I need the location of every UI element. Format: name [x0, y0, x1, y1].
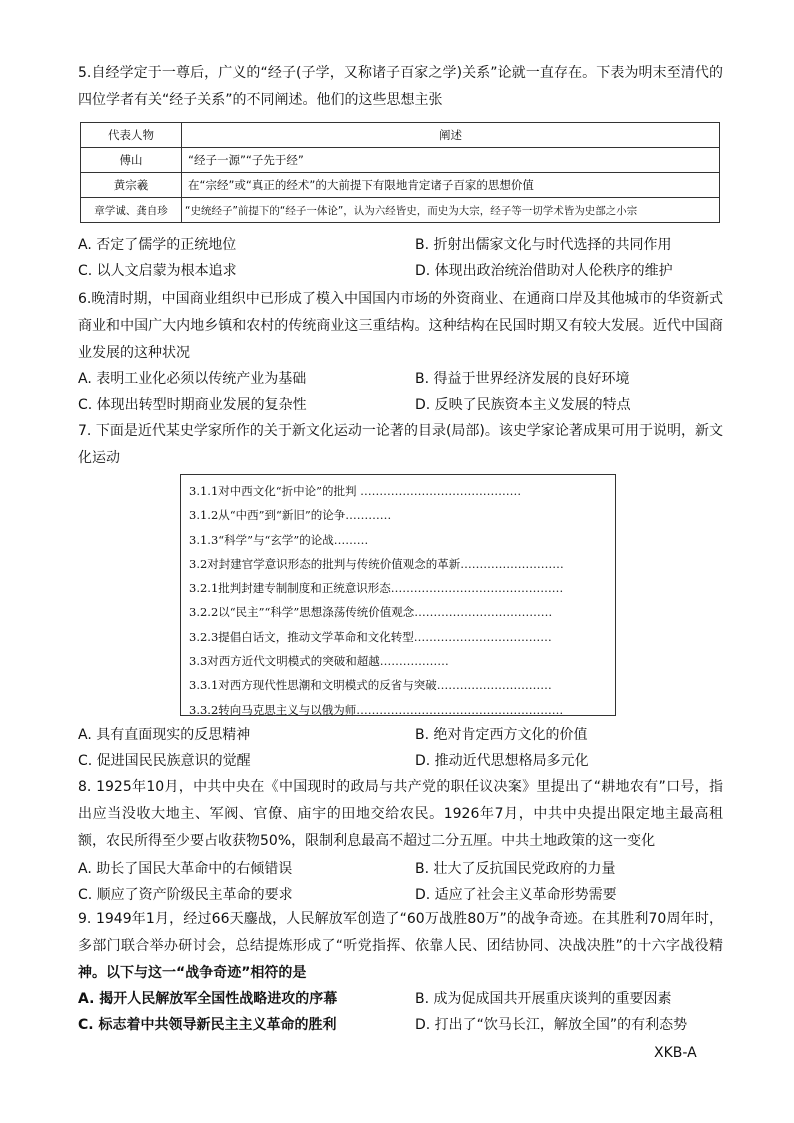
table-header: 代表人物 — [81, 123, 182, 148]
option-c[interactable]: C. 标志着中共领导新民主主义革命的胜利 — [78, 1017, 337, 1033]
option-c[interactable]: C. 顺应了资产阶级民主革命的要求 — [78, 887, 293, 903]
option-a[interactable]: A. 具有直面现实的反思精神 — [78, 727, 251, 743]
toc-line: 3.1.2从“中西”到“新旧”的论争………… — [189, 508, 392, 523]
toc-line: 3.2对封建官学意识形态的批判与传统价值观念的革新……………………… — [189, 556, 564, 571]
q5-stem: 5.自经学定于一尊后，广义的“经子(子学，又称诸子百家之学)关系”论就一直存在。下表为明末至清代的四位学者有关“经子关系”的不同阐述。他们的这些思想主张 — [78, 65, 723, 108]
table-row — [81, 198, 720, 223]
table-cell: “史统经子”前提下的“经子一体论”，认为六经皆史，而史为大宗，经子等一切学术皆为史部之小宗 — [182, 198, 720, 223]
q6-stem: 6.晚清时期，中国商业组织中已形成了模入中国国内市场的外资商业、在通商口岸及其他城市的华资新式商业和中国广大内地乡镇和农村的传统商业这三重结构。这种结构在民国时期又有较大发展。近代中国商业发展的这种状况 — [78, 291, 723, 361]
option-a[interactable]: A. 揭开人民解放军全国性战略进攻的序幕 — [78, 991, 338, 1007]
toc-line: 3.1.3“科学”与“玄学”的论战……… — [189, 532, 369, 547]
page-code: XKB-A — [654, 1045, 697, 1061]
q9-stem-bold: 神。以下与这一“战争奇迹”相符的是 — [78, 965, 307, 981]
table-cell: 在“宗经”或“真正的经术”的大前提下有限地肯定诸子百家的思想价值 — [182, 173, 720, 198]
table-cell: 章学诚、龚自珍 — [81, 198, 182, 223]
toc-line: 3.2.1批判封建专制制度和正统意识形态……………………………………… — [189, 581, 564, 596]
option-c[interactable]: C. 以人文启蒙为根本追求 — [78, 263, 237, 279]
option-b[interactable]: B. 成为促成国共开展重庆谈判的重要因素 — [415, 991, 672, 1007]
table-cell: “经子一源”“子先于经” — [182, 148, 720, 173]
toc-line: 3.1.1对中西文化“折中论”的批判 …………………………………… — [189, 484, 522, 498]
option-b[interactable]: B. 壮大了反抗国民党政府的力量 — [415, 861, 616, 877]
q8-options — [78, 856, 723, 908]
q8-stem: 8. 1925年10月，中共中央在《中国现时的政局与共产党的职任议决案》里提出了“耕地农有”口号，指出应当没收大地主、军阀、官僚、庙宇的田地交给农民。1926年7月，中共中央提出限定地主最高租额，农民所得至少要占收获物50%，限制利息最高不超过二分五厘。中共土地政策的这一变化 — [78, 779, 723, 849]
toc-line: 3.2.3提倡白话文，推动文学革命和文化转型……………………………… — [189, 629, 552, 644]
option-a[interactable]: A. 否定了儒学的正统地位 — [78, 237, 237, 253]
toc-line: 3.3.2转向马克思主义与以俄为师……………………………………………… — [189, 702, 564, 717]
toc-line: 3.2.2以“民主”“科学”思想涤荡传统价值观念……………………………… — [189, 605, 553, 620]
option-c[interactable]: C. 体现出转型时期商业发展的复杂性 — [78, 397, 307, 413]
table-cell: 傅山 — [81, 148, 182, 173]
q5-table — [80, 122, 720, 223]
q9-options — [78, 986, 723, 1038]
option-d[interactable]: D. 打出了“饮马长江，解放全国”的有利态势 — [415, 1017, 688, 1033]
q6-options — [78, 366, 723, 418]
option-b[interactable]: B. 得益于世界经济发展的良好环境 — [415, 371, 630, 387]
q9-stem-text: 9. 1949年1月，经过66天鏖战，人民解放军创造了“60万战胜80万”的战争奇迹。在其胜利70周年时，多部门联合举办研讨会，总结提炼形成了“听党指挥、依靠人民、团结协同、决战决胜”的十六字战役精 — [78, 911, 723, 954]
table-cell: 黄宗羲 — [81, 173, 182, 198]
table-header: 阐述 — [182, 123, 720, 148]
table-row — [81, 173, 720, 198]
option-d[interactable]: D. 适应了社会主义革命形势需要 — [415, 887, 617, 903]
option-c[interactable]: C. 促进国民民族意识的觉醒 — [78, 753, 251, 769]
option-a[interactable]: A. 表明工业化必须以传统产业为基础 — [78, 371, 307, 387]
option-b[interactable]: B. 折射出儒家文化与时代选择的共同作用 — [415, 237, 672, 253]
option-d[interactable]: D. 体现出政治统治借助对人伦秩序的维护 — [415, 263, 673, 279]
q9-stem — [78, 906, 723, 987]
table-of-contents — [180, 474, 616, 716]
toc-line: 3.3.1对西方现代性思潮和文明模式的反省与突破………………………… — [189, 678, 552, 693]
q5-options — [78, 232, 723, 284]
table-header-row — [81, 123, 720, 148]
option-d[interactable]: D. 推动近代思想格局多元化 — [415, 753, 589, 769]
q7-stem: 7. 下面是近代某史学家所作的关于新文化运动一论著的目录(局部)。该史学家论著成果可用于说明，新文化运动 — [78, 423, 723, 466]
table-row — [81, 148, 720, 173]
option-d[interactable]: D. 反映了民族资本主义发展的特点 — [415, 397, 631, 413]
option-a[interactable]: A. 助长了国民大革命中的右倾错误 — [78, 861, 293, 877]
q7-options — [78, 722, 723, 774]
toc-line: 3.3对西方近代文明模式的突破和超越……………… — [189, 654, 449, 669]
option-b[interactable]: B. 绝对肯定西方文化的价值 — [415, 727, 588, 743]
